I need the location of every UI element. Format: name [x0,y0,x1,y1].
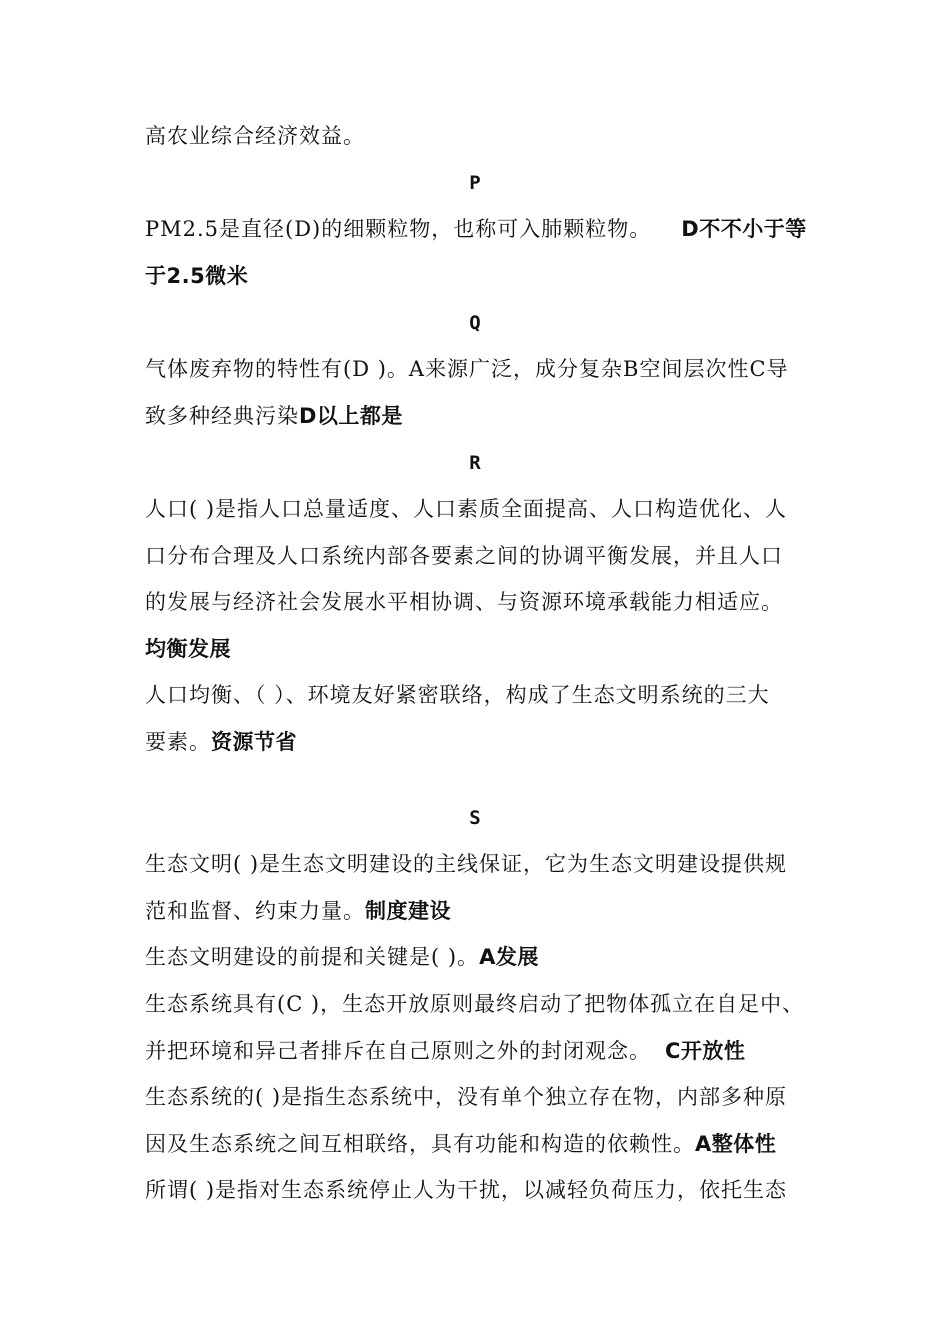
question-text: 口分布合理及人口系统内部各要素之间的协调平衡发展，并且人口 [145,544,783,568]
line-text: 高农业综合经济效益。 [145,124,365,148]
section-heading-q: Q [469,312,481,334]
question-text: 生态文明( )是生态文明建设的主线保证，它为生态文明建设提供规 [145,852,788,876]
text-line [145,1037,845,1065]
question-text: 生态系统具有(C )，生态开放原则最终启动了把物体孤立在自足中、 [145,992,805,1016]
text-line [145,635,845,663]
question-text: 生态文明建设的前提和关键是( )。 [145,945,480,969]
question-text: 所谓( )是指对生态系统停止人为干扰，以减轻负荷压力，依托生态 [145,1178,788,1202]
text-line [145,215,845,243]
text-line [145,943,845,971]
question-text: 生态系统的( )是指生态系统中，没有单个独立存在物，内部多种原 [145,1085,788,1109]
question-text: 并把环境和异己者排斥在自己原则之外的封闭观念。 [145,1039,651,1063]
text-line [145,402,845,430]
answer-text: A发展 [479,945,539,969]
question-text: 致多种经典污染 [145,404,299,428]
text-line [145,542,845,570]
question-text: PM2.5是直径(D)的细颗粒物，也称可入肺颗粒物。 [145,217,652,241]
question-text: 人口( )是指人口总量适度、人口素质全面提高、人口构造优化、人 [145,497,788,521]
answer-text: 资源节省 [211,730,297,754]
question-text: 因及生态系统之间互相联络，具有功能和构造的依赖性。 [145,1132,695,1156]
text-line [145,122,845,150]
text-line [145,897,845,925]
section-heading-p: P [469,172,481,194]
answer-text: 制度建设 [365,899,451,923]
text-line [145,990,845,1018]
text-line [145,728,845,756]
answer-text: A整体性 [695,1132,777,1156]
question-text: 气体废弃物的特性有(D )。A来源广泛，成分复杂B空间层次性C导 [145,357,789,381]
text-line [145,681,845,709]
answer-text: D以上都是 [299,404,403,428]
section-heading-r: R [469,452,481,474]
text-line [145,355,845,383]
text-line [145,262,845,290]
text-line [145,850,845,878]
answer-text: C开放性 [665,1039,746,1063]
text-line [145,588,845,616]
text-line [145,1130,845,1158]
question-text: 要素。 [145,730,211,754]
text-line [145,1083,845,1111]
question-text: 的发展与经济社会发展水平相协调、与资源环境承载能力相适应。 [145,590,783,614]
question-text: 范和监督、约束力量。 [145,899,365,923]
answer-text: D不不小于等 [681,217,807,241]
answer-text: 于2.5微米 [145,264,249,288]
answer-text: 均衡发展 [145,637,231,661]
section-heading-s: S [469,807,481,829]
text-line [145,1176,845,1204]
question-text: 人口均衡、（ ）、环境友好紧密联络，构成了生态文明系统的三大 [145,683,770,707]
text-line [145,495,845,523]
